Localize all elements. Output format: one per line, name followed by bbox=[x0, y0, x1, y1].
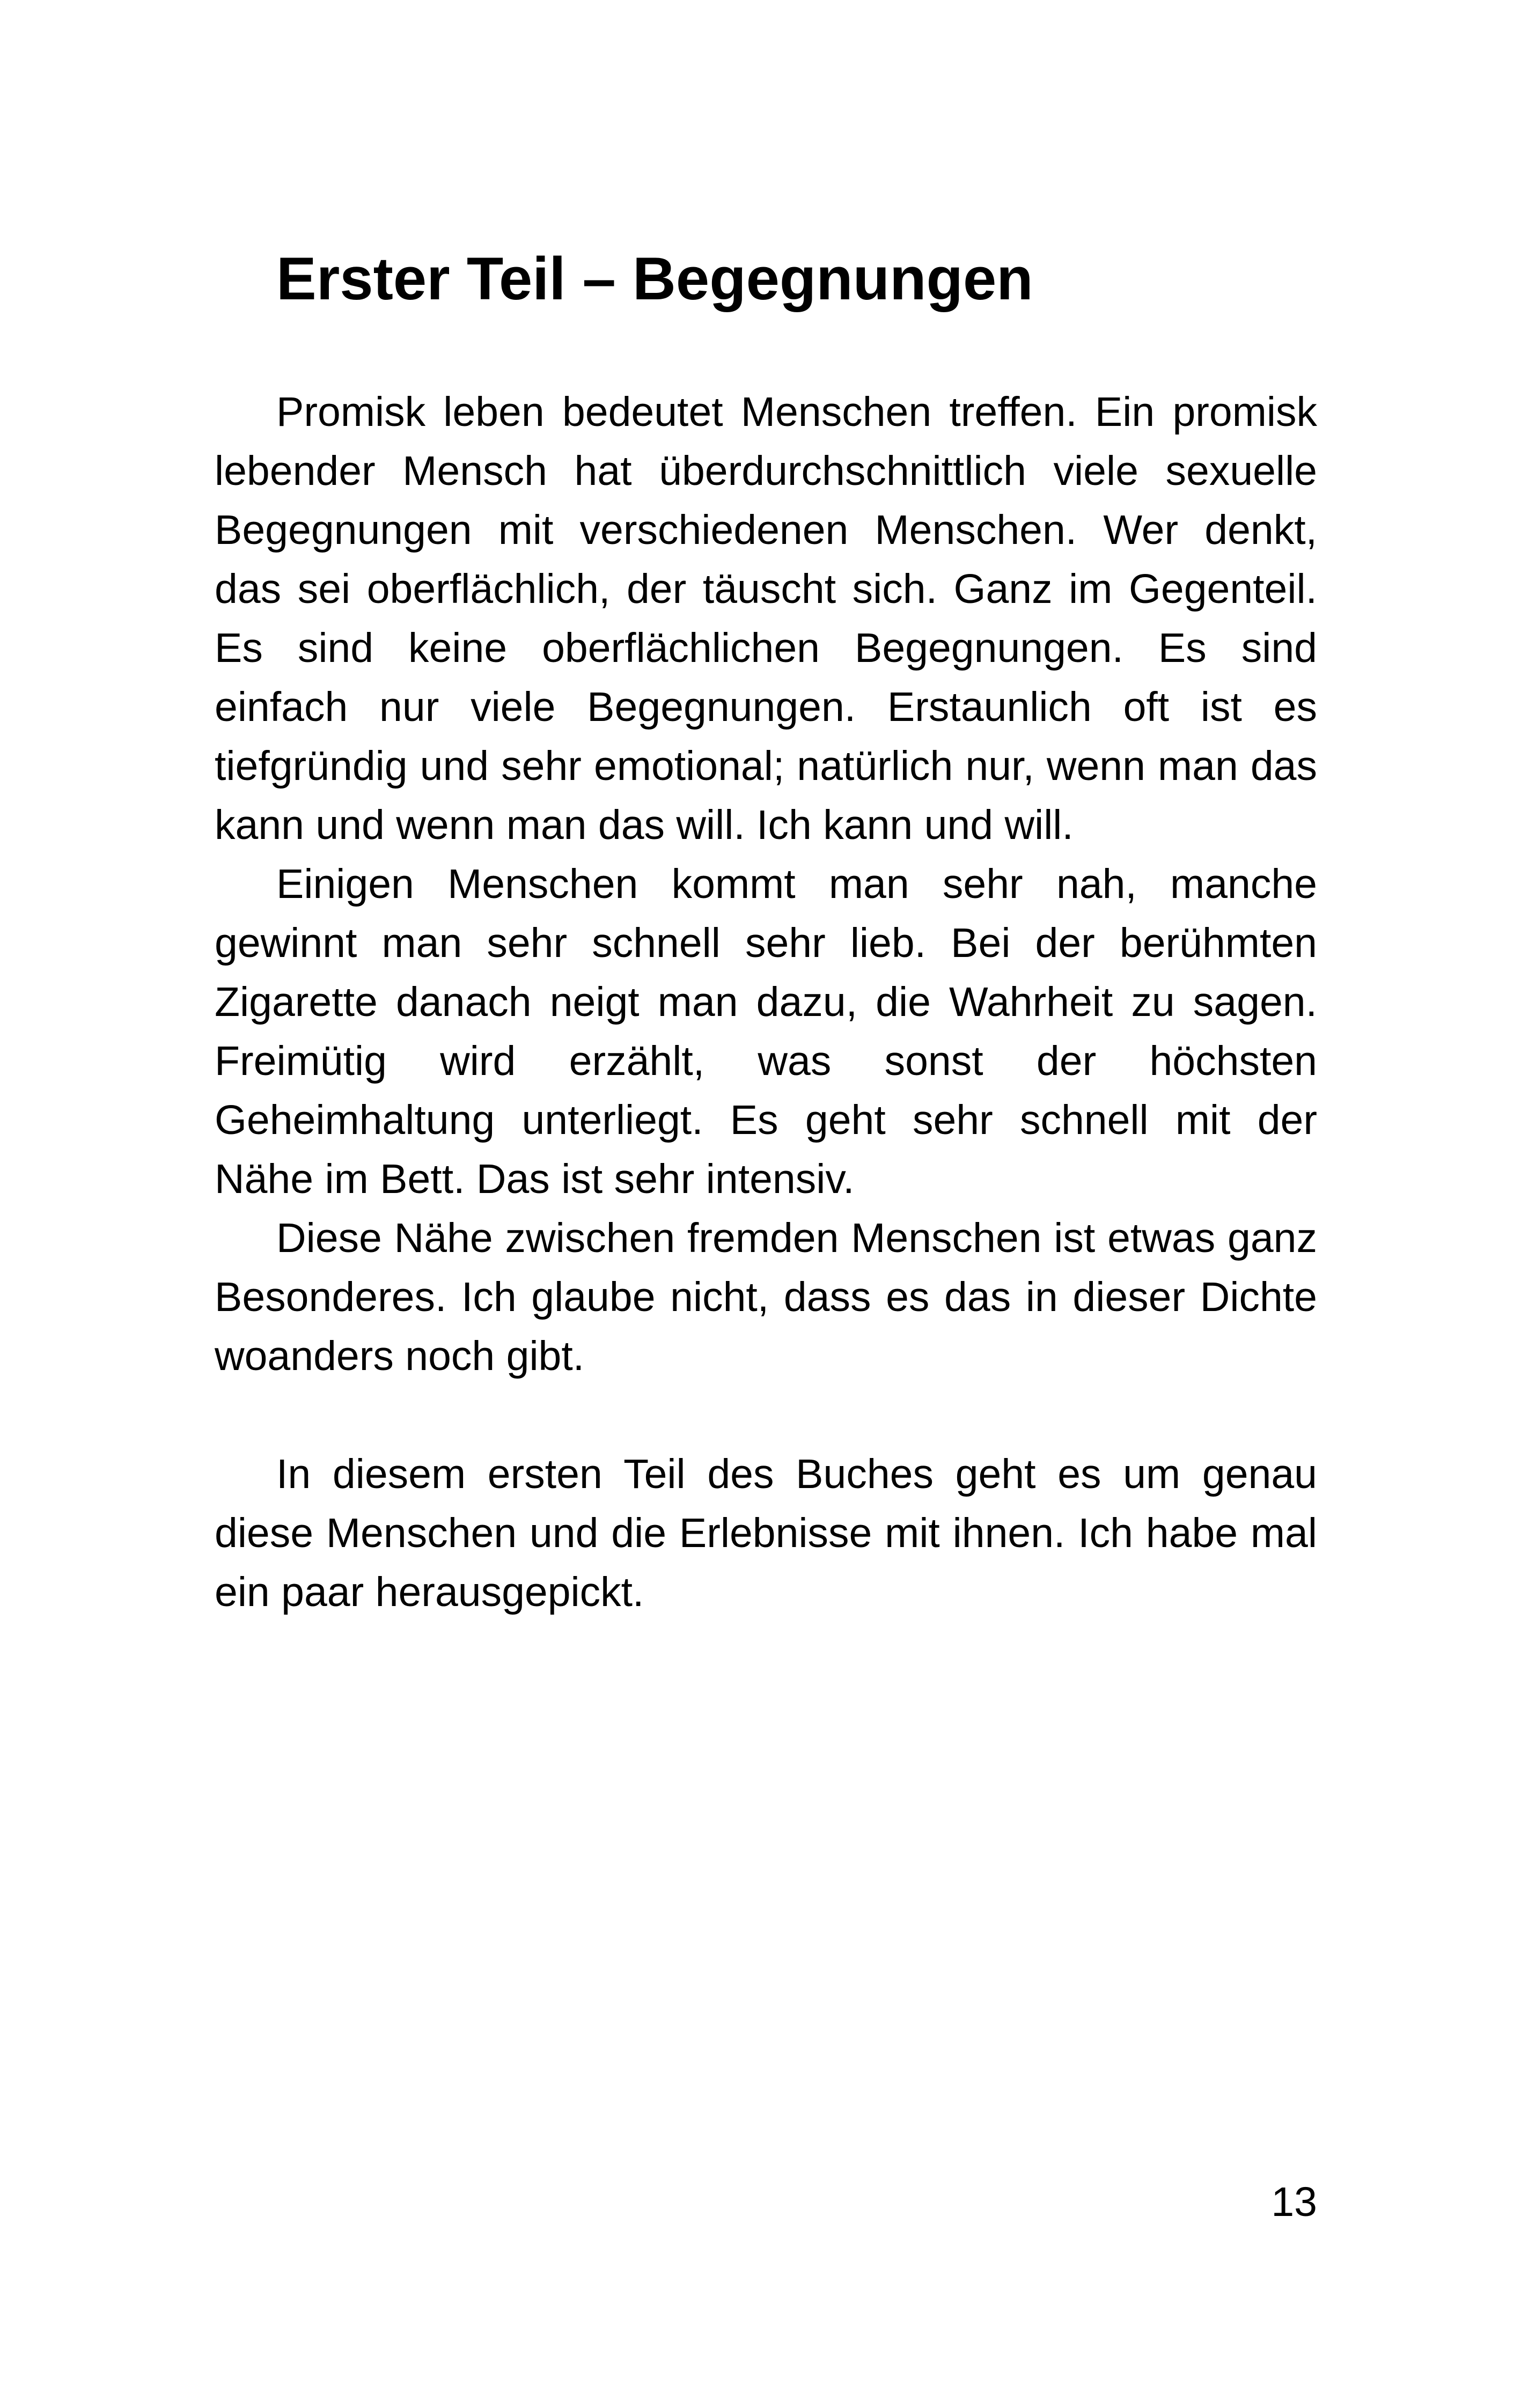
paragraph-2: Einigen Menschen kommt man sehr nah, manche gewinnt man sehr schnell sehr lieb. Bei der berühmten Zigarette danach neigt man dazu, die Wahrheit zu sagen. Freimütig wird erzählt, was sonst der höchsten Geheimhaltung unterliegt. Es geht sehr schnell mit der Nähe im Bett. Das ist sehr intensiv. bbox=[215, 861, 1317, 1202]
page-number: 13 bbox=[1271, 2179, 1317, 2225]
chapter-title: Erster Teil – Begegnungen bbox=[276, 245, 1033, 312]
body-text bbox=[215, 382, 1317, 1622]
paragraph-4: In diesem ersten Teil des Buches geht es um genau diese Menschen und die Erlebnisse mit ihnen. Ich habe mal ein paar herausgepickt. bbox=[215, 1451, 1317, 1615]
paragraph-1: Promisk leben bedeutet Menschen treffen. Ein promisk lebender Mensch hat überdurchschnittlich viele sexuelle Begegnungen mit verschiedenen Menschen. Wer denkt, das sei oberflächlich, der täuscht sich. Ganz im Gegenteil. Es sind keine oberflächlichen Begegnungen. Es sind einfach nur viele Begegnungen. Erstaunlich oft ist es tiefgründig und sehr emotional; natürlich nur, wenn man das kann und wenn man das will. Ich kann und will. bbox=[215, 389, 1317, 848]
paragraph-3: Diese Nähe zwischen fremden Menschen ist etwas ganz Besonderes. Ich glaube nicht, dass es das in dieser Dichte woanders noch gibt. bbox=[215, 1215, 1317, 1379]
